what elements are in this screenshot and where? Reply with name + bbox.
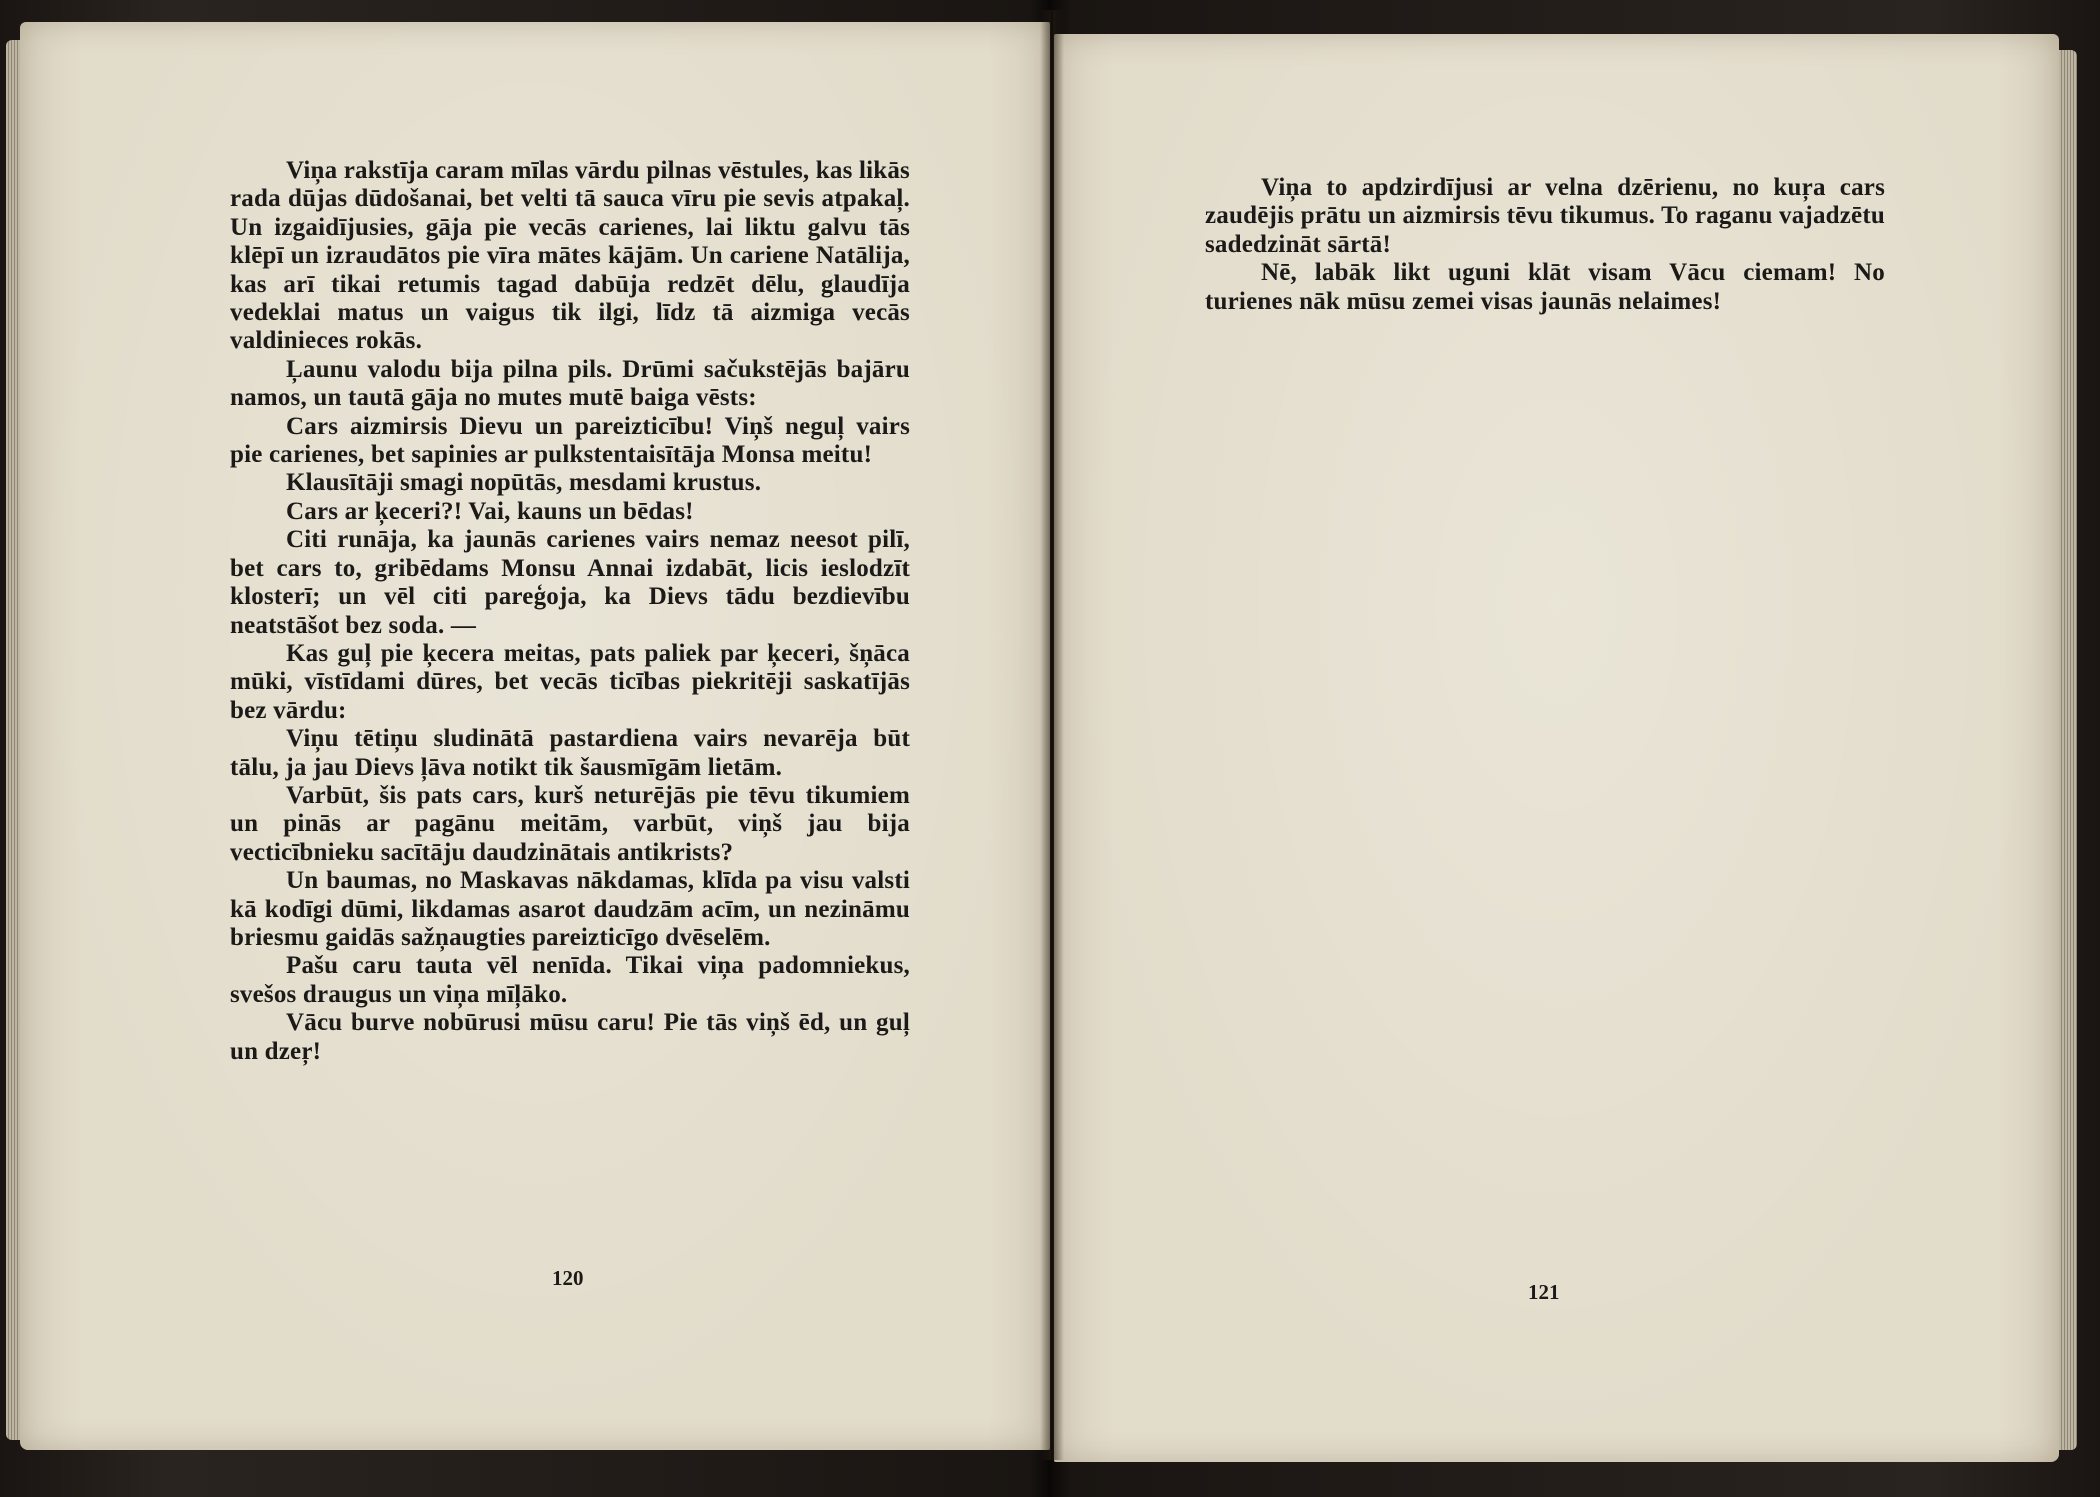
right-page-text <box>1205 174 1885 316</box>
paragraph: Vācu burve nobūrusi mūsu caru! Pie tās viņš ēd, un guļ un dzeŗ! <box>230 1009 910 1065</box>
paragraph: Ļaunu valodu bija pilna pils. Drūmi sačukstējās bajāru namos, un tautā gāja no mutes mutē baiga vēsts: <box>230 355 910 412</box>
book-gutter <box>1040 10 1064 1460</box>
paragraph: Viņa to apdzirdījusi ar velna dzērienu, no kuŗa cars zaudējis prātu un aizmirsis tēvu tikumus. To raganu vajadzētu sadedzināt sārtā! <box>1205 174 1885 258</box>
paragraph: Pašu caru tauta vēl nenīda. Tikai viņa padomniekus, svešos draugus un viņa mīļāko. <box>230 952 910 1008</box>
page-number-left: 120 <box>552 1266 584 1290</box>
paragraph: Cars ar ķeceri?! Vai, kauns un bēdas! <box>286 497 694 525</box>
paragraph: Viņu tētiņu sludinātā pastardiena vairs nevarēja būt tālu, ja jau Dievs ļāva notikt tik šausmīgām lietām. <box>230 725 910 781</box>
paragraph: Un baumas, no Maskavas nākdamas, klīda pa visu valsti kā kodīgi dūmi, likdamas asarot daudzām acīm, un nezināmu briesmu gaidās sažņaugties pareizticīgo dvēselēm. <box>230 867 910 951</box>
page-number-right: 121 <box>1528 1280 1560 1304</box>
paragraph: Klausītāji smagi nopūtās, mesdami krustus. <box>286 469 762 497</box>
paragraph: Citi runāja, ka jaunās carienes vairs nemaz neesot pilī, bet cars to, gribēdams Monsu Annai izdabāt, licis ieslodzīt klosterī; un vēl citi pareģoja, ka Dievs tādu bezdievību neatstāšot bez soda. — <box>230 526 910 639</box>
paragraph: Varbūt, šis pats cars, kurš neturējās pie tēvu tikumiem un pinās ar pagānu meitām, varbūt, viņš jau bija vecticībnieku sacītāju daudzinātais antikrists? <box>230 781 910 866</box>
paragraph: Nē, labāk likt uguni klāt visam Vācu ciemam! No turienes nāk mūsu zemei visas jaunās nelaimes! <box>1205 259 1885 315</box>
paragraph: Kas guļ pie ķecera meitas, pats paliek par ķeceri, šņāca mūki, vīstīdami dūres, bet vecās ticības piekritēji saskatījās bez vārdu: <box>230 639 910 724</box>
paragraph: Viņa rakstīja caram mīlas vārdu pilnas vēstules, kas likās rada dūjas dūdošanai, bet velti tā sauca vīru pie sevis atpakaļ. Un izgaidījusies, gāja pie vecās carienes, lai liktu galvu tās klēpī un izraudātos pie vīra mātes kājām. Un cariene Natālija, kas arī tikai retumis tagad dabūja redzēt dēlu, glaudīja vedeklai matus un vaigus tik ilgi, līdz tā aizmiga vecās valdinieces rokās. <box>230 157 910 355</box>
left-page-text <box>230 157 910 1066</box>
paragraph: Cars aizmirsis Dievu un pareizticību! Viņš neguļ vairs pie carienes, bet sapinies ar pulkstentaisītāja Monsa meitu! <box>230 412 910 469</box>
